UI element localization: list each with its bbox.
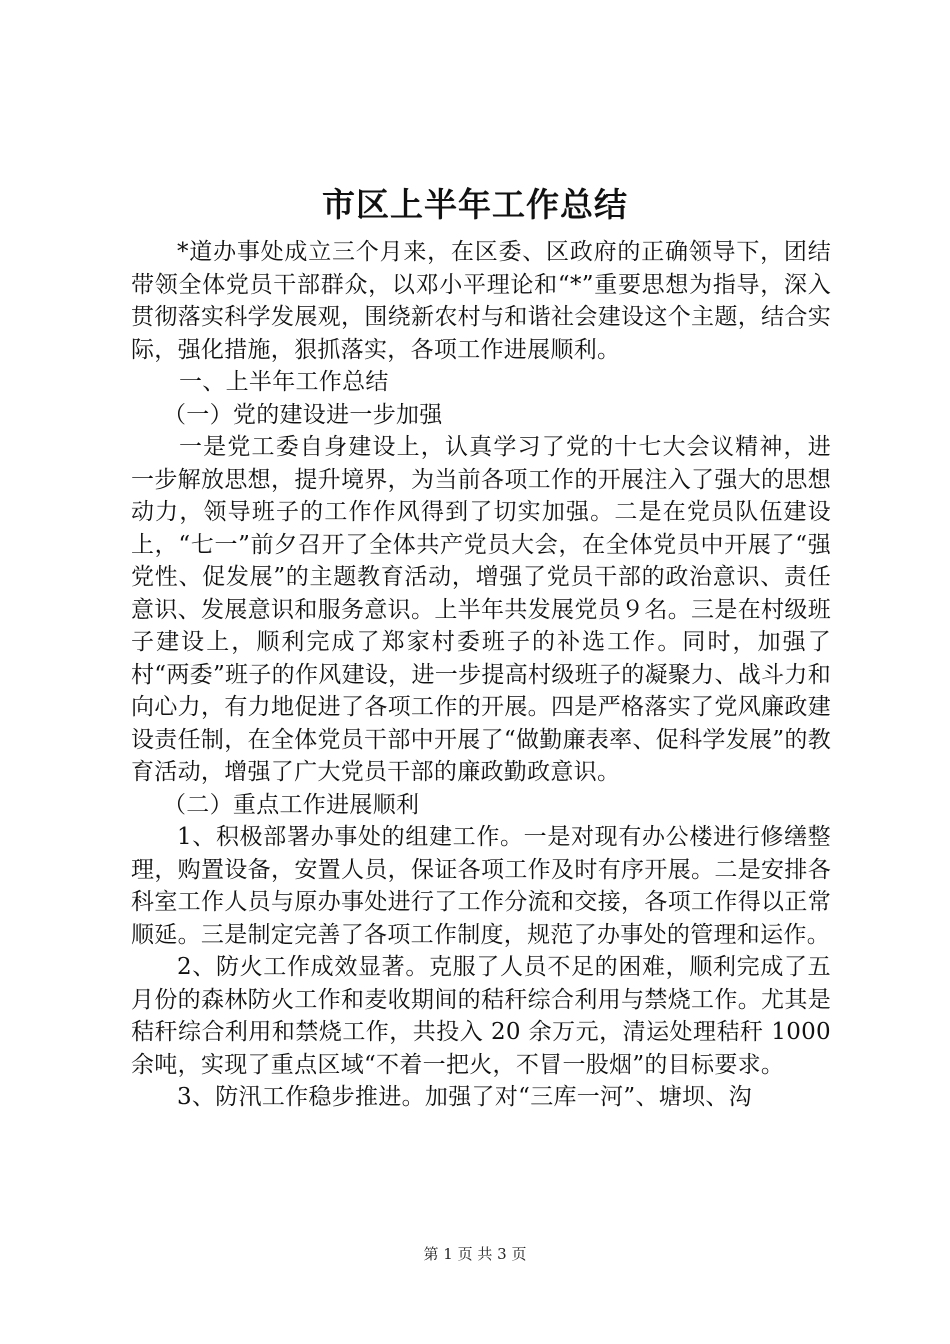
body-paragraph: 1、积极部署办事处的组建工作。一是对现有办公楼进行修缮整理，购置设备，安置人员，保证各项工作及时有序开展。二是安排各科室工作人员与原办事处进行了工作分流和交接，各项工作得以正常顺延。三是制定完善了各项工作制度，规范了办事处的管理和运作。 — [131, 824, 831, 948]
document-body — [131, 236, 831, 1114]
subsection-heading: （一）党的建设进一步加强 — [163, 401, 443, 428]
body-paragraph: 3、防汛工作稳步推进。加强了对“三库一河”、塘坝、沟 — [177, 1084, 752, 1110]
subsection-heading: （二）重点工作进展顺利 — [163, 791, 420, 818]
body-paragraph: 2、防火工作成效显著。克服了人员不足的困难，顺利完成了五月份的森林防火工作和麦收期间的秸秆综合利用与禁烧工作。尤其是秸秆综合利用和禁烧工作，共投入 20 余万元，清运处理秸秆 1000 余吨，实现了重点区域“不着一把火，不冒一股烟”的目标要求。 — [131, 954, 831, 1078]
page-number: 第 1 页 共 3 页 — [423, 1245, 527, 1263]
document-title: 市区上半年工作总结 — [322, 185, 628, 224]
body-paragraph: 一是党工委自身建设上，认真学习了党的十七大会议精神，进一步解放思想，提升境界，为当前各项工作的开展注入了强大的思想动力，领导班子的工作作风得到了切实加强。二是在党员队伍建设上，“七一”前夕召开了全体共产党员大会，在全体党员中开展了“强党性、促发展”的主题教育活动，增强了党员干部的政治意识、责任意识、发展意识和服务意识。上半年共发展党员９名。三是在村级班子建设上，顺利完成了郑家村委班子的补选工作。同时，加强了村“两委”班子的作风建设，进一步提高村级班子的凝聚力、战斗力和向心力，有力地促进了各项工作的开展。四是严格落实了党风廉政建设责任制，在全体党员干部中开展了“做勤廉表率、促科学发展”的教育活动，增强了广大党员干部的廉政勤政意识。 — [131, 434, 831, 785]
intro-paragraph: *道办事处成立三个月来，在区委、区政府的正确领导下，团结带领全体党员干部群众，以邓小平理论和“*”重要思想为指导，深入贯彻落实科学发展观，围绕新农村与和谐社会建设这个主题，结合实际，强化措施，狠抓落实，各项工作进展顺利。 — [131, 239, 831, 363]
section-heading: 一、上半年工作总结 — [179, 369, 389, 395]
